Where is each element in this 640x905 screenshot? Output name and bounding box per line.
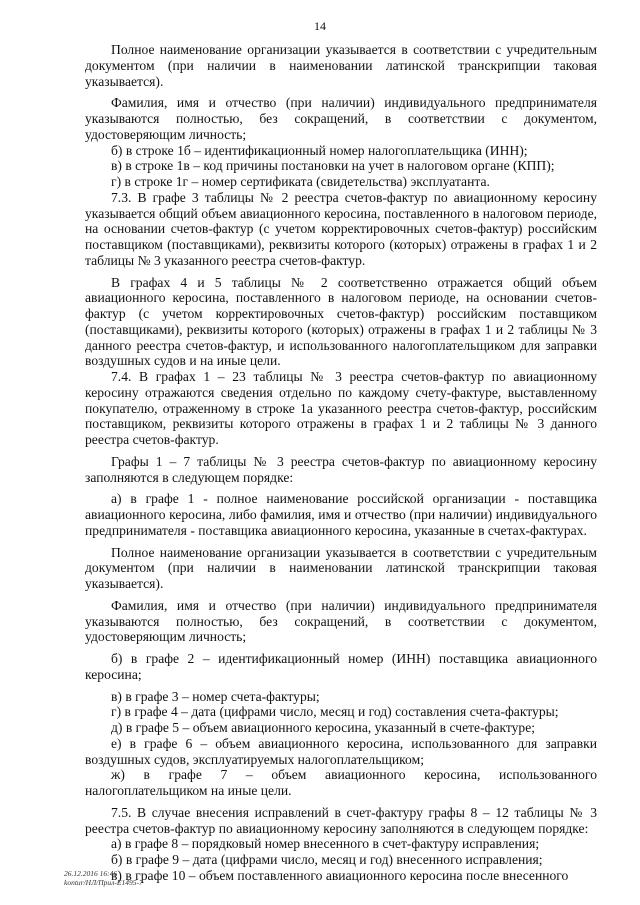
paragraph: г) в строке 1г – номер сертификата (свидетельства) эксплуатанта.	[111, 174, 490, 189]
paragraph: Полное наименование организации указывается в соответствии с учредительным документом (при наличии в наименовании латинской транскрипции таковая указывается).	[85, 544, 597, 591]
page-number: 14	[314, 19, 326, 33]
paragraph: б) в графе 2 – идентификационный номер (ИНН) поставщика авиационного керосина;	[85, 651, 597, 682]
paragraph: в) в графе 3 – номер счета-фактуры;	[111, 688, 320, 704]
paragraph: 7.5. В случае внесения исправлений в счет-фактуру графы 8 – 12 таблицы № 3 реестра счетов-фактур по авиационному керосину заполняются в следующем порядке:	[85, 804, 597, 836]
paragraph: г) в графе 4 – дата (цифрами число, месяц и год) составления счета-фактуры;	[111, 704, 559, 720]
paragraph: Полное наименование организации указывается в соответствии с учредительным документом (при наличии в наименовании латинской транскрипции таковая указывается).	[85, 42, 597, 89]
paragraph: Графы 1 – 7 таблицы № 3 реестра счетов-фактур по авиационному керосину заполняются в следующем порядке:	[85, 453, 597, 485]
paragraph: б) в графе 9 – дата (цифрами число, месяц и год) внесенного исправления;	[111, 852, 543, 867]
paragraph: а) в графе 1 - полное наименование российской организации - поставщика авиационного керосина, либо фамилия, имя и отчество (при наличии) индивидуального предпринимателя - поставщика авиационного керосина, указанные в счетах-фактурах.	[85, 491, 597, 538]
footer-timestamp: 26.12.2016 16:46	[64, 869, 118, 878]
paragraph: в) в строке 1в – код причины постановки на учет в налоговом органе (КПП);	[111, 158, 555, 174]
paragraph: е) в графе 6 – объем авиационного керосина, использованного для заправки воздушных судов, эксплуатируемых налогоплательщиком;	[85, 735, 597, 767]
document-footer	[64, 870, 143, 887]
document-body	[85, 42, 597, 884]
paragraph: Фамилия, имя и отчество (при наличии) индивидуального предпринимателя указываются полностью, без сокращений, в соответствии с документом, удостоверяющим личность;	[85, 95, 597, 142]
paragraph: б) в строке 1б – идентификационный номер налогоплательщика (ИНН);	[111, 142, 528, 158]
paragraph: В графах 4 и 5 таблицы № 2 соответственно отражается общий объем авиационного керосина, поставленного в налоговом периоде, на основании счетов-фактур (с учетом корректировочных счетов-фактур) российским поставщиком (поставщиками), реквизиты которого (которых) отражены в графах 1 и 2 таблицы № 3 данного реестра счетов-фактур, и использованного налогоплательщиком для заправки воздушных судов и на иные цели.	[85, 274, 597, 369]
footer-file-reference: kontur/НЛ/Прил-Е1495-7	[64, 877, 143, 887]
paragraph: а) в графе 8 – порядковый номер внесенного в счет-фактуру исправления;	[111, 836, 540, 852]
paragraph: ж) в графе 7 – объем авиационного керосина, использованного налогоплательщиком на иные цели.	[85, 767, 597, 798]
paragraph: в) в графе 10 – объем поставленного авиационного керосина после внесенного	[111, 867, 569, 883]
paragraph: д) в графе 5 – объем авиационного керосина, указанный в счете-фактуре;	[111, 720, 536, 735]
paragraph: 7.4. В графах 1 – 23 таблицы № 3 реестра счетов-фактур по авиационному керосину отражаются сведения отдельно по каждому счету-фактуре, выставленному покупателю, отраженному в строке 1а указанного реестра счетов-фактур, российским поставщиком, реквизиты которого отражены в графах 1 и 2 таблицы № 3 данного реестра счетов-фактур.	[85, 369, 597, 447]
paragraph: Фамилия, имя и отчество (при наличии) индивидуального предпринимателя указываются полностью, без сокращений, в соответствии с документом, удостоверяющим личность;	[85, 597, 597, 645]
paragraph: 7.3. В графе 3 таблицы № 2 реестра счетов-фактур по авиационному керосину указывается общий объем авиационного керосина, поставленного в налоговом периоде, на основании счетов-фактур (с учетом корректировочных счетов-фактур) российским поставщиком (поставщиками), реквизиты которого (которых) отражены в графах 1 и 2 таблицы № 3 указанного реестра счетов-фактур.	[85, 189, 597, 268]
